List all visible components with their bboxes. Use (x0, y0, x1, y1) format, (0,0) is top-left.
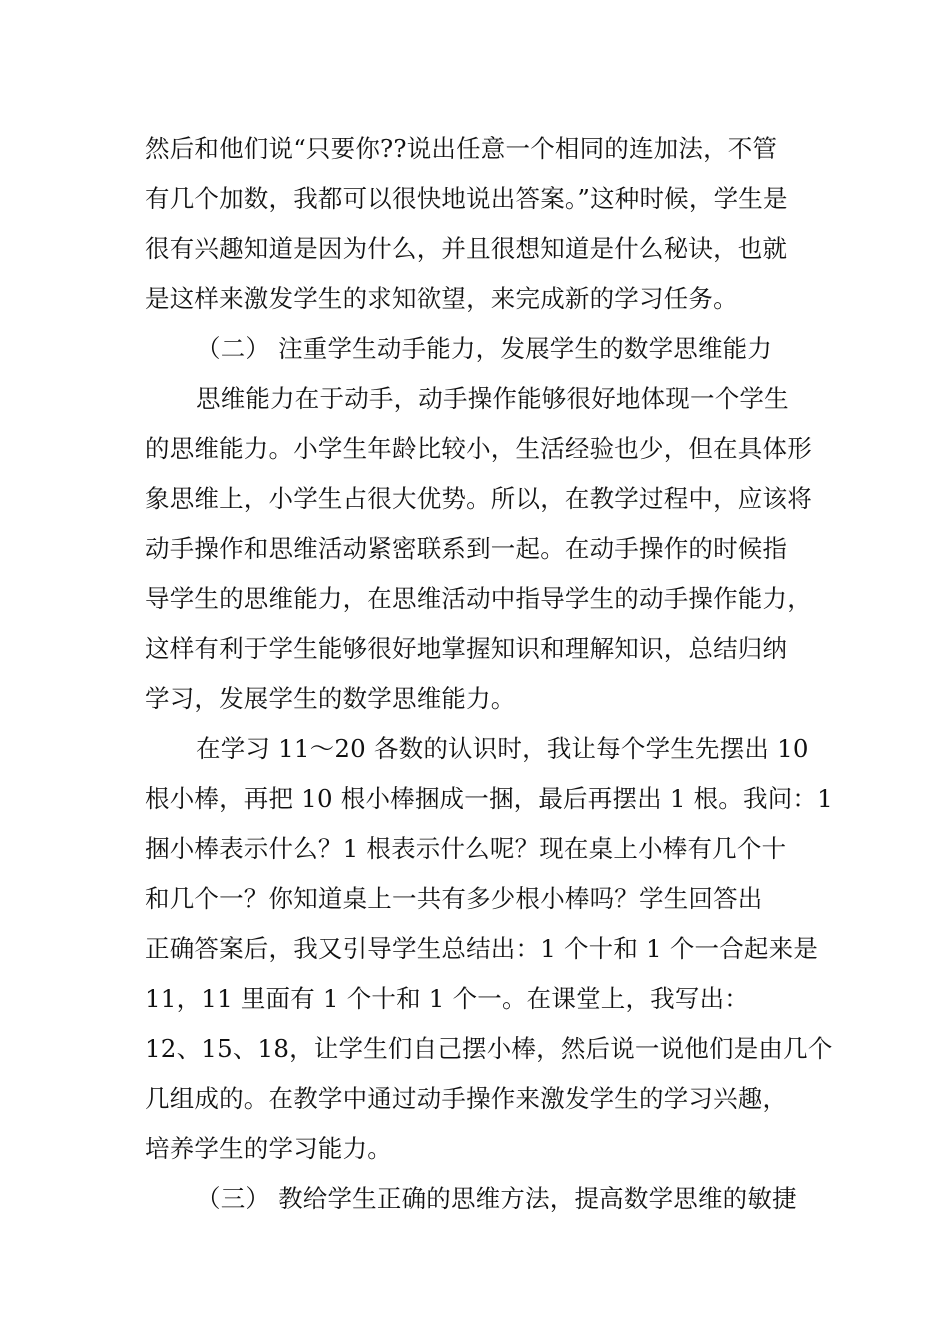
paragraph-line: 11，11 里面有 1 个十和 1 个一。在课堂上，我写出： (145, 984, 749, 1013)
paragraph-first-line: 思维能力在于动手，动手操作能够很好地体现一个学生 (196, 384, 789, 413)
paragraph-line: 是这样来激发学生的求知欲望，来完成新的学习任务。 (145, 284, 738, 313)
paragraph-line: 几组成的。在教学中通过动手操作来激发学生的学习兴趣， (145, 1084, 788, 1113)
paragraph-line: 的思维能力。小学生年龄比较小，生活经验也少，但在具体形 (145, 434, 812, 463)
paragraph-line: 导学生的思维能力，在思维活动中指导学生的动手操作能力， (145, 584, 812, 613)
paragraph-first-line: 在学习 11～20 各数的认识时，我让每个学生先摆出 10 (196, 734, 809, 763)
paragraph-line: 动手操作和思维活动紧密联系到一起。在动手操作的时候指 (145, 534, 788, 563)
paragraph-line: 根小棒，再把 10 根小棒捆成一捆，最后再摆出 1 根。我问：1 (145, 784, 833, 813)
section-heading: （二） 注重学生动手能力，发展学生的数学思维能力 (196, 334, 773, 363)
paragraph-line: 12、15、18，让学生们自己摆小棒，然后说一说他们是由几个 (145, 1034, 833, 1063)
paragraph-line: 正确答案后，我又引导学生总结出：1 个十和 1 个一合起来是 (145, 934, 819, 963)
paragraph-line: 很有兴趣知道是因为什么，并且很想知道是什么秘诀，也就 (145, 234, 788, 263)
section-heading: （三） 教给学生正确的思维方法，提高数学思维的敏捷 (196, 1184, 797, 1213)
paragraph-line: 捆小棒表示什么？1 根表示什么呢？现在桌上小棒有几个十 (145, 834, 787, 863)
paragraph-line: 培养学生的学习能力。 (145, 1134, 392, 1163)
paragraph-line: 然后和他们说“只要你??说出任意一个相同的连加法，不管 (145, 134, 778, 163)
paragraph-line: 象思维上，小学生占很大优势。所以，在教学过程中，应该将 (145, 484, 812, 513)
paragraph-line: 有几个加数，我都可以很快地说出答案。”这种时候，学生是 (145, 184, 788, 213)
paragraph-line: 学习，发展学生的数学思维能力。 (145, 684, 516, 713)
paragraph-line: 和几个一？你知道桌上一共有多少根小棒吗？学生回答出 (145, 884, 763, 913)
paragraph-line: 这样有利于学生能够很好地掌握知识和理解知识，总结归纳 (145, 634, 788, 663)
